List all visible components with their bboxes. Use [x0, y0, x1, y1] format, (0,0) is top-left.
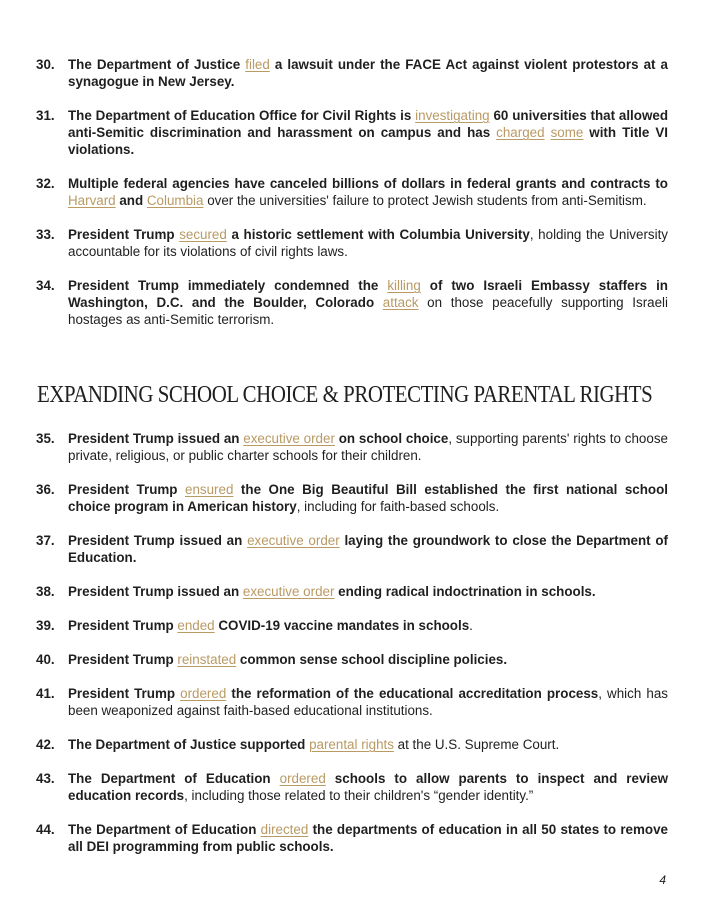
item-text: the One Big Beautiful Bill established the first national school choice program in American history — [68, 482, 669, 514]
item-text: of two Israeli Embassy staffers in Washington, D.C. and the Boulder, Colorado — [68, 278, 668, 310]
item-text: , supporting parents' rights to choose private, religious, or public charter schools for their children. — [68, 431, 668, 463]
item-text: President Trump issued an — [68, 584, 243, 599]
item-text: common sense school discipline policies. — [236, 652, 508, 667]
accomplishments-list-part-2 — [36, 430, 668, 872]
item-text: The Department of Justice supported — [68, 737, 310, 752]
item-text: , which has been weaponized against faith-based educational institutions. — [68, 686, 668, 718]
item-number: 30. — [36, 57, 55, 72]
item-text: laying the groundwork to close the Department of Education. — [68, 533, 668, 565]
item-text: President Trump — [68, 652, 178, 667]
source-link[interactable]: charged — [496, 125, 545, 140]
source-link[interactable]: ordered — [279, 771, 326, 786]
list-item — [36, 736, 668, 753]
source-link[interactable]: killing — [387, 278, 421, 293]
source-link[interactable]: reinstated — [177, 652, 237, 667]
source-link[interactable]: Harvard — [68, 193, 116, 208]
item-text: a historic settlement with Columbia University — [226, 227, 530, 242]
item-text: on those peacefully supporting Israeli hostages as anti-Semitic terrorism. — [68, 295, 668, 327]
item-text: on school choice — [334, 431, 449, 446]
list-item — [36, 56, 668, 90]
item-text: President Trump — [68, 686, 181, 701]
source-link[interactable]: ended — [177, 618, 215, 633]
item-number: 36. — [36, 482, 55, 497]
item-text: , including for faith-based schools. — [296, 499, 500, 514]
item-text: The Department of Education — [68, 822, 261, 837]
item-text: ending radical indoctrination in schools. — [334, 584, 596, 599]
item-text: a lawsuit under the FACE Act against violent protestors at a synagogue in New Jersey. — [68, 57, 668, 89]
source-link[interactable]: parental rights — [309, 737, 394, 752]
item-text: The Department of Education Office for Civil Rights is — [68, 108, 416, 123]
list-item — [36, 685, 668, 719]
source-link[interactable]: executive order — [247, 533, 340, 548]
source-link[interactable]: secured — [179, 227, 227, 242]
item-text: President Trump issued an — [68, 431, 244, 446]
item-text: and — [115, 193, 147, 208]
list-item — [36, 532, 668, 566]
source-link[interactable]: executive order — [242, 584, 335, 599]
source-link[interactable]: directed — [260, 822, 309, 837]
item-text: President Trump immediately condemned the — [68, 278, 388, 293]
list-item — [36, 107, 668, 158]
item-text: 60 universities that allowed anti-Semitic discrimination and harassment on campus and has — [68, 108, 668, 140]
item-text: the departments of education in all 50 states to remove all DEI programming from public schools. — [68, 822, 668, 854]
accomplishments-list-part-1 — [36, 56, 668, 345]
item-text: COVID-19 vaccine mandates in schools — [214, 618, 470, 633]
item-text: schools to allow parents to inspect and review education records — [68, 771, 668, 803]
source-link[interactable]: executive order — [243, 431, 335, 446]
source-link[interactable]: investigating — [415, 108, 490, 123]
list-item — [36, 226, 668, 260]
source-link[interactable]: ensured — [185, 482, 234, 497]
item-number: 35. — [36, 431, 55, 446]
item-text: President Trump — [68, 227, 180, 242]
source-link[interactable]: filed — [245, 57, 270, 72]
item-number: 31. — [36, 108, 55, 123]
list-item — [36, 481, 668, 515]
item-text: The Department of Justice — [68, 57, 246, 72]
source-link[interactable]: some — [550, 125, 584, 140]
list-item — [36, 770, 668, 804]
list-item — [36, 175, 668, 209]
item-number: 39. — [36, 618, 55, 633]
item-text: , holding the University accountable for its violations of civil rights laws. — [68, 227, 668, 259]
list-item — [36, 651, 668, 668]
item-number: 34. — [36, 278, 55, 293]
item-text: President Trump issued an — [68, 533, 248, 548]
list-item — [36, 277, 668, 328]
item-number: 38. — [36, 584, 55, 599]
item-number: 33. — [36, 227, 55, 242]
source-link[interactable]: ordered — [180, 686, 227, 701]
item-text: with Title VI violations. — [68, 125, 668, 157]
item-text: the reformation of the educational accreditation process — [226, 686, 599, 701]
item-number: 37. — [36, 533, 55, 548]
item-text: Multiple federal agencies have canceled billions of dollars in federal grants and contracts to — [68, 176, 668, 191]
item-number: 42. — [36, 737, 55, 752]
item-text: The Department of Education — [68, 771, 280, 786]
page-number: 4 — [659, 873, 666, 887]
source-link[interactable]: Columbia — [146, 193, 204, 208]
item-text: over the universities' failure to protect Jewish students from anti-Semitism. — [203, 193, 647, 208]
section-heading: EXPANDING SCHOOL CHOICE & PROTECTING PARENTAL RIGHTS — [37, 382, 653, 408]
list-item — [36, 583, 668, 600]
list-item — [36, 821, 668, 855]
item-number: 44. — [36, 822, 55, 837]
list-item — [36, 430, 668, 464]
item-text: President Trump — [68, 618, 178, 633]
item-text: , including those related to their children's “gender identity.” — [184, 788, 534, 803]
item-text: at the U.S. Supreme Court. — [393, 737, 560, 752]
item-text: . — [469, 618, 473, 633]
item-number: 32. — [36, 176, 55, 191]
item-number: 43. — [36, 771, 55, 786]
item-number: 40. — [36, 652, 55, 667]
list-item — [36, 617, 668, 634]
item-text: President Trump — [68, 482, 185, 497]
item-number: 41. — [36, 686, 55, 701]
source-link[interactable]: attack — [382, 295, 419, 310]
